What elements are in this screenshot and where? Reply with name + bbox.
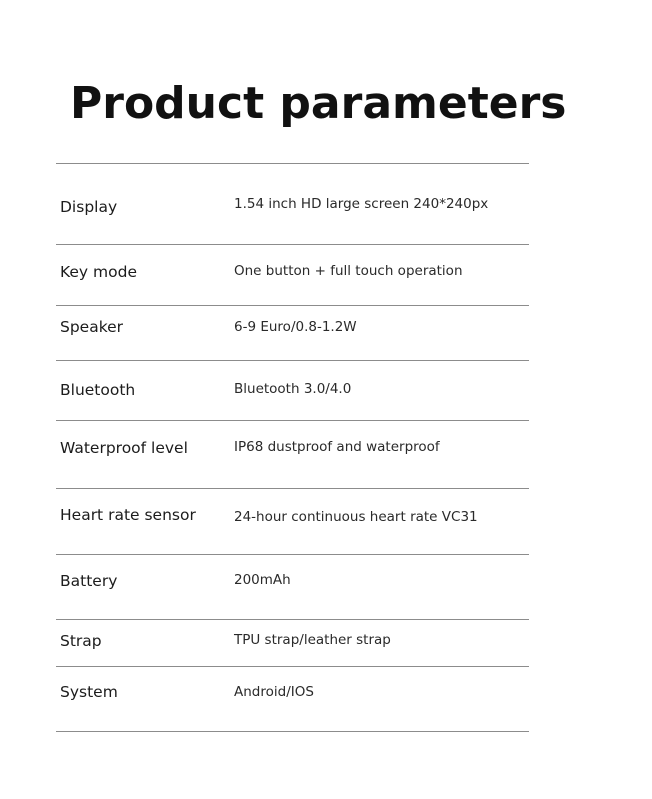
row-value: 6-9 Euro/0.8-1.2W xyxy=(234,319,357,335)
table-divider xyxy=(56,420,529,421)
row-value: Bluetooth 3.0/4.0 xyxy=(234,381,352,397)
row-label: Strap xyxy=(60,632,102,650)
row-label: Waterproof level xyxy=(60,439,188,457)
table-divider xyxy=(56,488,529,489)
page-title: Product parameters xyxy=(70,78,567,129)
row-label: Key mode xyxy=(60,263,137,281)
row-value: One button + full touch operation xyxy=(234,263,463,279)
table-divider xyxy=(56,619,529,620)
row-label: System xyxy=(60,683,118,701)
row-value: Android/IOS xyxy=(234,684,314,700)
table-divider xyxy=(56,666,529,667)
table-divider xyxy=(56,360,529,361)
row-label: Battery xyxy=(60,572,118,590)
row-value: 24-hour continuous heart rate VC31 xyxy=(234,509,478,525)
table-divider xyxy=(56,554,529,555)
table-divider xyxy=(56,305,529,306)
row-label: Heart rate sensor xyxy=(60,506,196,524)
row-label: Display xyxy=(60,198,118,216)
table-divider xyxy=(56,244,529,245)
row-value: IP68 dustproof and waterproof xyxy=(234,439,440,455)
row-value: 1.54 inch HD large screen 240*240px xyxy=(234,196,489,212)
table-divider xyxy=(56,731,529,732)
row-label: Speaker xyxy=(60,318,124,336)
table-divider xyxy=(56,163,529,164)
row-label: Bluetooth xyxy=(60,381,136,399)
row-value: TPU strap/leather strap xyxy=(234,632,391,648)
row-value: 200mAh xyxy=(234,572,291,588)
